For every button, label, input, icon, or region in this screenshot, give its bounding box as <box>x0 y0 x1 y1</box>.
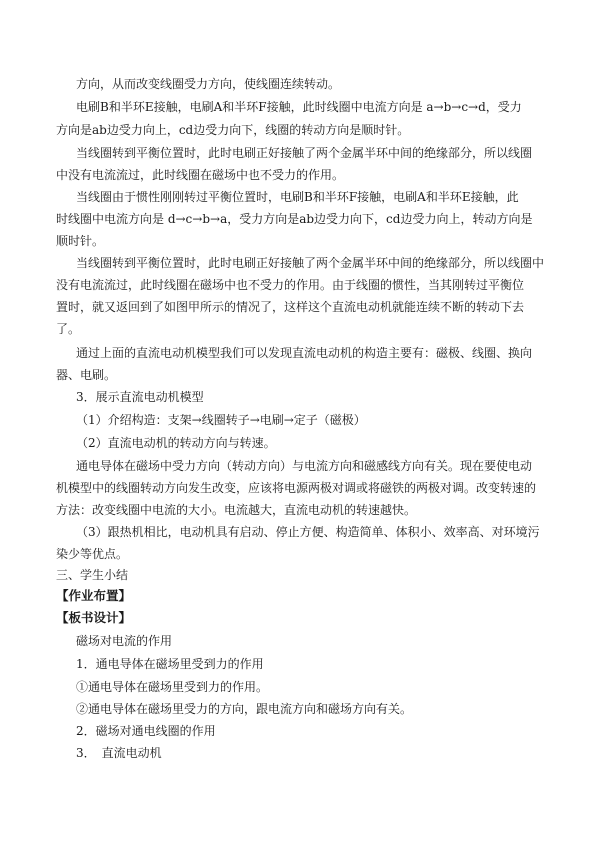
text-line: 通电导体在磁场中受力方向（转动方向）与电流方向和磁感线方向有关。现在要使电动 <box>76 459 533 473</box>
board-item: 2．磁场对通电线圈的作用 <box>76 724 216 738</box>
board-design-heading: 【板书设计】 <box>56 610 132 625</box>
text-line: 顺时针。 <box>56 234 105 248</box>
text-line: （1）介绍构造：支架→线圈转子→电刷→定子（磁极） <box>76 413 366 427</box>
text-line: 时线圈中电流方向是 d→c→b→a，受力方向是ab边受力向下，cd边受力向上，转动方向是 <box>56 212 533 226</box>
text-line: 方法：改变线圈中电流的大小。电流越大，直流电动机的转速越快。 <box>56 503 417 517</box>
text-line: （2）直流电动机的转动方向与转速。 <box>76 436 276 450</box>
text-line: 当线圈转到平衡位置时，此时电刷正好接触了两个金属半环中间的绝缘部分，所以线圈中 <box>76 256 545 270</box>
board-title: 磁场对电流的作用 <box>76 634 173 648</box>
board-item: 3． 直流电动机 <box>76 746 162 760</box>
text-line: 电刷B和半环E接触，电刷A和半环F接触，此时线圈中电流方向是 a→b→c→d，受力 <box>76 100 522 114</box>
text-line: 染少等优点。 <box>56 547 129 561</box>
section-heading: 三、学生小结 <box>56 568 129 582</box>
board-item: ②通电导体在磁场里受力的方向，跟电流方向和磁场方向有关。 <box>76 702 413 716</box>
text-line: 通过上面的直流电动机模型我们可以发现直流电动机的构造主要有：磁极、线圈、换向 <box>76 346 533 360</box>
homework-heading: 【作业布置】 <box>56 588 132 603</box>
text-line: （3）跟热机相比，电动机具有启动、停止方便、构造简单、体积小、效率高、对环境污 <box>76 525 540 539</box>
text-line: 当线圈转到平衡位置时，此时电刷正好接触了两个金属半环中间的绝缘部分，所以线圈 <box>76 146 533 160</box>
text-line: 当线圈由于惯性刚刚转过平衡位置时，电刷B和半环F接触，电刷A和半环E接触，此 <box>76 190 519 204</box>
text-line: 方向，从而改变线圈受力方向，使线圈连续转动。 <box>76 77 341 91</box>
text-line: 方向是ab边受力向上，cd边受力向下，线圈的转动方向是顺时针。 <box>56 123 410 137</box>
board-item: ①通电导体在磁场里受到力的作用。 <box>76 680 269 694</box>
text-line: 没有电流流过，此时线圈在磁场中也不受力的作用。由于线圈的惯性，当其刚转过平衡位 <box>56 278 525 292</box>
text-line: 机模型中的线圈转动方向发生改变，应该将电源两极对调或将磁铁的两极对调。改变转速的 <box>56 481 537 495</box>
text-line: 中没有电流流过，此时线圈在磁场中也不受力的作用。 <box>56 168 345 182</box>
text-line: 3．展示直流电动机模型 <box>76 390 204 404</box>
text-line: 置时，就又返回到了如图甲所示的情况了，这样这个直流电动机就能连续不断的转动下去 <box>56 300 525 314</box>
text-line: 了。 <box>56 322 81 336</box>
board-item: 1．通电导体在磁场里受到力的作用 <box>76 657 264 671</box>
text-line: 器、电刷。 <box>56 368 117 382</box>
